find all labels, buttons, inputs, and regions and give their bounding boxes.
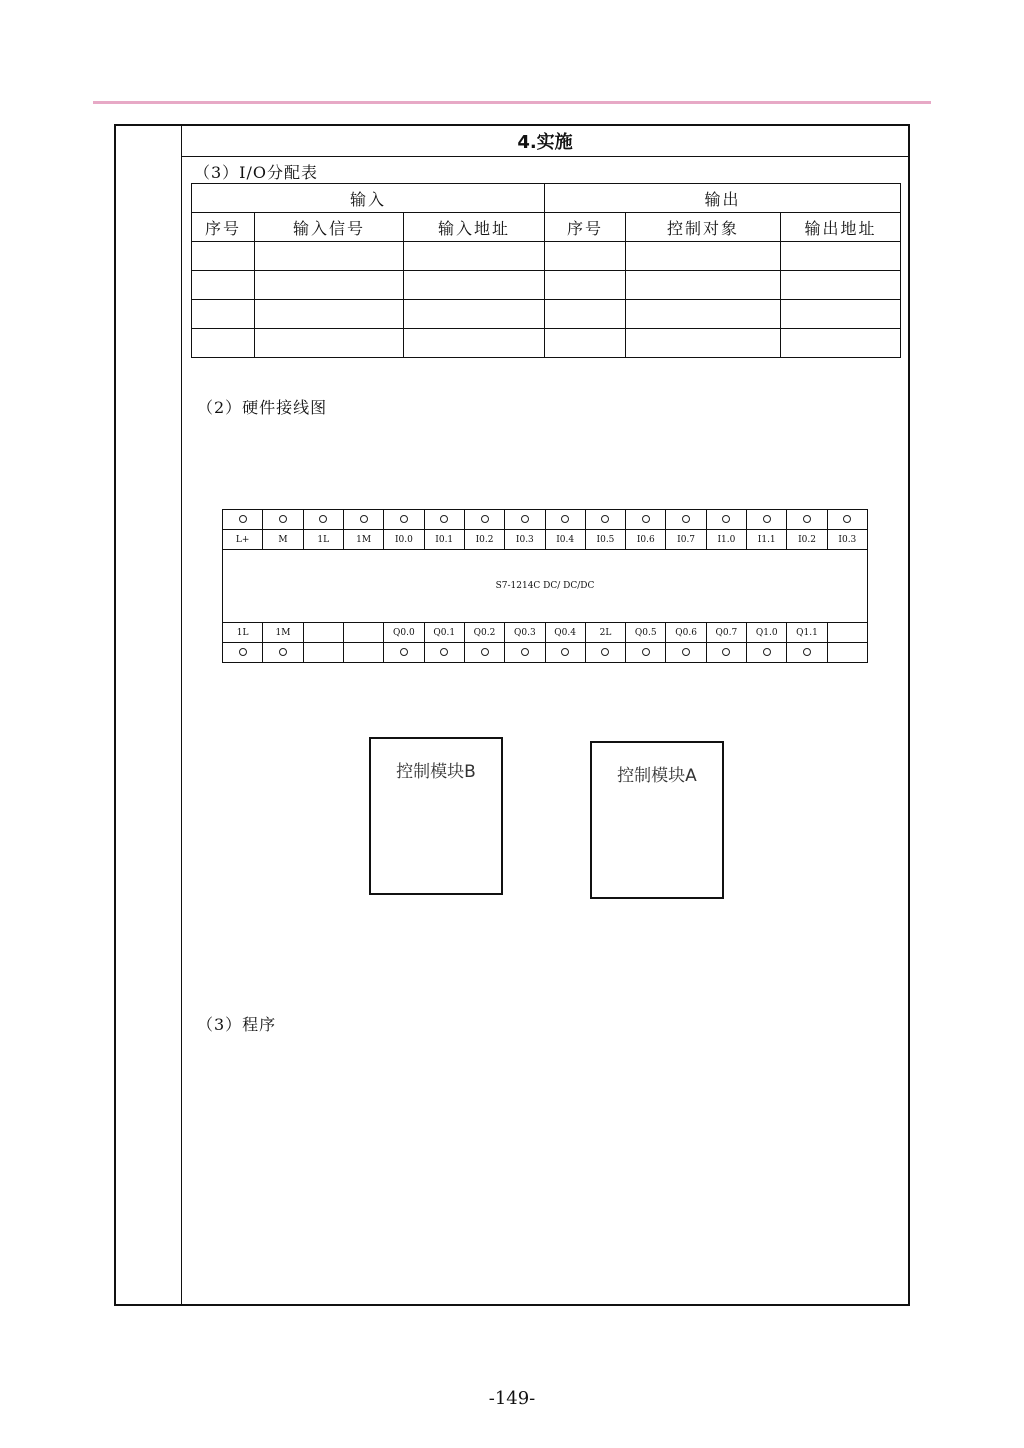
header-rule <box>93 101 931 104</box>
plc-bottom-terminal-label: Q0.4 <box>545 623 585 643</box>
io-cell[interactable] <box>781 300 901 329</box>
control-module-a <box>590 741 724 899</box>
terminal-screw-icon <box>279 515 287 523</box>
plc-bottom-terminal-label: Q0.6 <box>666 623 706 643</box>
terminal-screw-icon <box>682 515 690 523</box>
io-cell[interactable] <box>626 242 781 271</box>
io-group-input: 输入 <box>192 184 545 213</box>
io-table-row <box>192 271 901 300</box>
plc-bottom-terminal-label <box>343 623 383 643</box>
plc-bottom-terminal-cell <box>263 643 303 663</box>
io-table-row <box>192 242 901 271</box>
io-cell[interactable] <box>255 242 404 271</box>
terminal-screw-icon <box>239 648 247 656</box>
io-cell[interactable] <box>545 242 626 271</box>
terminal-screw-icon <box>561 648 569 656</box>
plc-top-terminal-label: I0.1 <box>424 530 464 550</box>
io-cell[interactable] <box>192 329 255 358</box>
plc-bottom-terminal-cell <box>626 643 666 663</box>
plc-top-terminal-cell <box>747 510 787 530</box>
terminal-screw-icon <box>440 515 448 523</box>
plc-bottom-terminal-label: Q0.3 <box>505 623 545 643</box>
terminal-screw-icon <box>601 648 609 656</box>
plc-top-terminal-label: I0.2 <box>464 530 504 550</box>
plc-model-label: S7-1214C DC/ DC/DC <box>223 550 868 623</box>
plc-top-terminal-cell <box>343 510 383 530</box>
plc-top-terminal-cell <box>424 510 464 530</box>
terminal-screw-icon <box>521 515 529 523</box>
plc-bottom-terminal-cell <box>343 643 383 663</box>
control-module-b-label: 控制模块B <box>396 762 476 782</box>
io-cell[interactable] <box>404 271 545 300</box>
terminal-screw-icon <box>682 648 690 656</box>
plc-bottom-terminal-label <box>303 623 343 643</box>
plc-top-terminal-cell <box>263 510 303 530</box>
plc-bottom-terminal-label: 1L <box>223 623 263 643</box>
plc-bottom-terminal-cell <box>827 643 867 663</box>
plc-bottom-terminal-label <box>827 623 867 643</box>
left-column-divider <box>181 124 182 1306</box>
terminal-screw-icon <box>803 515 811 523</box>
control-module-a-label: 控制模块A <box>617 766 697 786</box>
plc-top-terminal-label: M <box>263 530 303 550</box>
io-cell[interactable] <box>626 329 781 358</box>
io-cell[interactable] <box>781 271 901 300</box>
terminal-screw-icon <box>722 648 730 656</box>
plc-top-terminal-row <box>223 510 868 530</box>
io-allocation-table <box>191 183 901 358</box>
plc-bottom-terminal-label: Q1.1 <box>787 623 827 643</box>
plc-top-terminal-cell <box>545 510 585 530</box>
section-title: 4.实施 <box>182 126 908 157</box>
plc-bottom-terminal-label: Q0.7 <box>706 623 746 643</box>
io-cell[interactable] <box>404 300 545 329</box>
io-table-header-row <box>192 213 901 242</box>
io-cell[interactable] <box>255 300 404 329</box>
plc-top-terminal-label: I1.0 <box>706 530 746 550</box>
terminal-screw-icon <box>561 515 569 523</box>
io-cell[interactable] <box>404 242 545 271</box>
plc-top-terminal-cell <box>706 510 746 530</box>
terminal-screw-icon <box>319 515 327 523</box>
io-col-header: 序号 <box>192 213 255 242</box>
plc-bottom-terminal-label: Q0.2 <box>464 623 504 643</box>
plc-bottom-terminal-label: Q0.0 <box>384 623 424 643</box>
control-module-b <box>369 737 503 895</box>
io-cell[interactable] <box>255 271 404 300</box>
terminal-screw-icon <box>360 515 368 523</box>
plc-bottom-terminal-cell <box>706 643 746 663</box>
plc-top-terminal-cell <box>303 510 343 530</box>
program-heading: （3）程序 <box>197 1015 277 1034</box>
plc-top-terminal-label: I0.4 <box>545 530 585 550</box>
io-cell[interactable] <box>781 242 901 271</box>
plc-top-terminal-label: I0.2 <box>787 530 827 550</box>
plc-top-label-row <box>223 530 868 550</box>
terminal-screw-icon <box>481 648 489 656</box>
io-table-row <box>192 300 901 329</box>
terminal-screw-icon <box>763 648 771 656</box>
plc-top-terminal-label: I0.3 <box>827 530 867 550</box>
plc-top-terminal-cell <box>787 510 827 530</box>
plc-top-terminal-cell <box>827 510 867 530</box>
plc-top-terminal-cell <box>666 510 706 530</box>
terminal-screw-icon <box>239 515 247 523</box>
io-cell[interactable] <box>192 300 255 329</box>
plc-top-terminal-label: I0.7 <box>666 530 706 550</box>
terminal-screw-icon <box>440 648 448 656</box>
plc-bottom-terminal-cell <box>747 643 787 663</box>
io-cell[interactable] <box>626 271 781 300</box>
io-cell[interactable] <box>404 329 545 358</box>
io-col-header: 序号 <box>545 213 626 242</box>
io-table-group-row <box>192 184 901 213</box>
plc-top-terminal-label: L+ <box>223 530 263 550</box>
plc-top-terminal-label: I1.1 <box>747 530 787 550</box>
io-col-header: 输入信号 <box>255 213 404 242</box>
terminal-screw-icon <box>803 648 811 656</box>
terminal-screw-icon <box>400 515 408 523</box>
plc-top-terminal-cell <box>626 510 666 530</box>
io-cell[interactable] <box>781 329 901 358</box>
page-number: -149- <box>488 1388 536 1409</box>
terminal-screw-icon <box>843 515 851 523</box>
terminal-screw-icon <box>279 648 287 656</box>
plc-bottom-terminal-cell <box>223 643 263 663</box>
io-col-header: 控制对象 <box>626 213 781 242</box>
io-table-row <box>192 329 901 358</box>
io-cell[interactable] <box>255 329 404 358</box>
terminal-screw-icon <box>400 648 408 656</box>
plc-bottom-label-row <box>223 623 868 643</box>
io-group-output: 输出 <box>545 184 901 213</box>
terminal-screw-icon <box>763 515 771 523</box>
terminal-screw-icon <box>642 515 650 523</box>
plc-bottom-terminal-cell <box>464 643 504 663</box>
terminal-screw-icon <box>722 515 730 523</box>
io-col-header: 输出地址 <box>781 213 901 242</box>
terminal-screw-icon <box>642 648 650 656</box>
plc-bottom-terminal-cell <box>505 643 545 663</box>
plc-top-terminal-cell <box>505 510 545 530</box>
plc-top-terminal-cell <box>384 510 424 530</box>
terminal-screw-icon <box>601 515 609 523</box>
io-cell[interactable] <box>192 242 255 271</box>
plc-top-terminal-label: I0.3 <box>505 530 545 550</box>
plc-bottom-terminal-cell <box>545 643 585 663</box>
plc-bottom-terminal-label: Q0.5 <box>626 623 666 643</box>
plc-bottom-terminal-label: Q0.1 <box>424 623 464 643</box>
plc-bottom-terminal-label: 2L <box>585 623 625 643</box>
plc-body-row <box>223 550 868 623</box>
plc-top-terminal-cell <box>585 510 625 530</box>
io-cell[interactable] <box>626 300 781 329</box>
plc-bottom-terminal-cell <box>585 643 625 663</box>
terminal-screw-icon <box>521 648 529 656</box>
plc-bottom-terminal-cell <box>303 643 343 663</box>
plc-bottom-terminal-label: Q1.0 <box>747 623 787 643</box>
plc-top-terminal-label: 1M <box>343 530 383 550</box>
plc-bottom-terminal-row <box>223 643 868 663</box>
io-cell[interactable] <box>192 271 255 300</box>
plc-bottom-terminal-cell <box>666 643 706 663</box>
plc-top-terminal-label: 1L <box>303 530 343 550</box>
io-col-header: 输入地址 <box>404 213 545 242</box>
plc-top-terminal-label: I0.6 <box>626 530 666 550</box>
plc-bottom-terminal-cell <box>424 643 464 663</box>
plc-bottom-terminal-cell <box>384 643 424 663</box>
io-cell[interactable] <box>545 329 626 358</box>
plc-bottom-terminal-label: 1M <box>263 623 303 643</box>
terminal-screw-icon <box>481 515 489 523</box>
plc-top-terminal-cell <box>464 510 504 530</box>
plc-terminal-diagram <box>222 509 868 663</box>
plc-top-terminal-label: I0.5 <box>585 530 625 550</box>
io-cell[interactable] <box>545 300 626 329</box>
plc-top-terminal-label: I0.0 <box>384 530 424 550</box>
plc-top-terminal-cell <box>223 510 263 530</box>
wiring-heading: （2）硬件接线图 <box>197 398 328 417</box>
io-cell[interactable] <box>545 271 626 300</box>
io-table-heading: （3）I/O分配表 <box>194 163 319 182</box>
plc-bottom-terminal-cell <box>787 643 827 663</box>
